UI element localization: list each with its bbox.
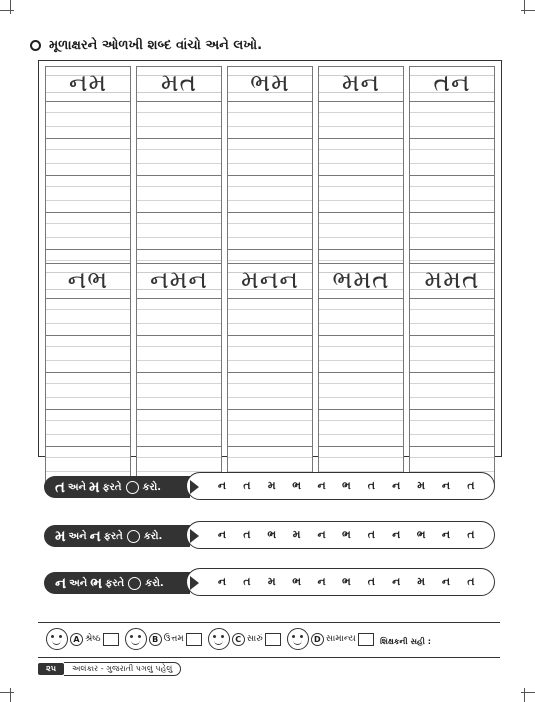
task-do: કરો.: [145, 577, 164, 589]
crop-mark: [521, 10, 535, 11]
word-text: ભમ: [250, 68, 290, 97]
writing-line[interactable]: [46, 139, 130, 176]
target-letter: ભ: [90, 574, 103, 592]
writing-line[interactable]: [410, 410, 494, 447]
writing-line[interactable]: [228, 139, 312, 176]
instruction: [30, 38, 262, 53]
grade-a: [46, 628, 119, 650]
target-letter: ન: [55, 574, 67, 592]
writing-line[interactable]: [137, 373, 221, 410]
letter[interactable]: ન: [317, 528, 326, 541]
word-text: તન: [433, 68, 471, 97]
letter-strip: [186, 472, 495, 500]
writing-line[interactable]: [137, 139, 221, 176]
letter[interactable]: ત: [243, 575, 251, 588]
letter[interactable]: ન: [392, 575, 401, 588]
letter[interactable]: ત: [367, 479, 375, 492]
letter[interactable]: ભ: [342, 528, 351, 541]
writing-line[interactable]: [137, 336, 221, 373]
writing-line[interactable]: [137, 213, 221, 250]
crop-mark: [0, 10, 14, 11]
letter[interactable]: ન: [441, 575, 451, 588]
writing-line[interactable]: [319, 336, 403, 373]
crop-mark: [524, 688, 525, 702]
writing-line[interactable]: [410, 102, 494, 139]
target-letter: મ: [55, 527, 66, 545]
letter[interactable]: મ: [417, 479, 426, 492]
letter[interactable]: ભ: [292, 479, 302, 492]
writing-line[interactable]: [228, 102, 312, 139]
target-letter: ન: [89, 527, 101, 545]
writing-line[interactable]: [46, 336, 130, 373]
writing-line[interactable]: [46, 410, 130, 447]
grade-c: [208, 628, 281, 650]
task-do: કરો.: [142, 481, 162, 493]
letter[interactable]: ત: [467, 479, 475, 492]
word-text: મમત: [424, 265, 480, 294]
writing-line[interactable]: [410, 336, 494, 373]
writing-line[interactable]: [410, 176, 494, 213]
writing-line[interactable]: [410, 299, 494, 336]
writing-line[interactable]: [319, 176, 403, 213]
grade-checkbox[interactable]: [186, 633, 202, 646]
writing-line[interactable]: [228, 373, 312, 410]
arrow-icon: [190, 529, 199, 543]
page-footer: [38, 662, 181, 676]
circle-icon: [127, 530, 140, 543]
grade-d: [287, 628, 374, 650]
target-letter: ત: [55, 478, 65, 496]
letter[interactable]: ત: [243, 479, 251, 492]
word-card: [136, 263, 222, 484]
letter[interactable]: ભ: [267, 528, 277, 541]
circle-task: [44, 568, 496, 598]
word-card: [45, 263, 131, 484]
grade-letter: B: [149, 633, 162, 646]
writing-line[interactable]: [46, 213, 130, 250]
letter[interactable]: મ: [292, 528, 301, 541]
letter[interactable]: ભ: [342, 575, 351, 588]
task-do: કરો.: [143, 530, 163, 542]
grade-label: સારું: [246, 634, 263, 644]
writing-line[interactable]: [319, 102, 403, 139]
letter[interactable]: ત: [367, 528, 375, 541]
word-text: નમ: [68, 68, 108, 97]
writing-line[interactable]: [46, 299, 130, 336]
letter-strip: [186, 521, 495, 549]
book-title: અલંકાર - ગુજરાતી પગલું પહેલું: [64, 662, 181, 676]
grade-b: [125, 628, 202, 650]
letter[interactable]: ન: [392, 528, 401, 541]
crop-mark: [521, 692, 535, 693]
letter[interactable]: ન: [441, 479, 451, 492]
writing-line[interactable]: [46, 176, 130, 213]
crop-mark: [10, 688, 11, 702]
grade-checkbox[interactable]: [265, 633, 281, 646]
word-text: મત: [160, 68, 198, 97]
writing-line[interactable]: [228, 213, 312, 250]
writing-line[interactable]: [319, 373, 403, 410]
crop-mark: [10, 0, 11, 14]
word-text: નભ: [67, 265, 109, 294]
teacher-signature-label: શિક્ષકની સહી :: [380, 637, 431, 646]
instruction-text: મૂળાક્ષરને ઓળખી શબ્દ વાંચો અને લખો.: [49, 38, 263, 53]
letter[interactable]: ન: [217, 575, 227, 588]
writing-line[interactable]: [319, 410, 403, 447]
letter[interactable]: ન: [441, 528, 451, 541]
word-card: [227, 66, 313, 287]
circle-icon: [126, 481, 139, 494]
letter[interactable]: ત: [467, 575, 475, 588]
word-card: [409, 263, 495, 484]
grade-scale: [46, 628, 374, 650]
smiley-icon: [287, 628, 309, 650]
word-text: નમન: [150, 265, 208, 294]
letter-strip: [186, 568, 495, 596]
word-card: [136, 66, 222, 287]
word-text: મનન: [241, 265, 299, 294]
crop-mark: [0, 692, 14, 693]
smiley-icon: [208, 628, 230, 650]
task-label: [44, 476, 190, 498]
grade-checkbox[interactable]: [103, 633, 119, 646]
writing-line[interactable]: [319, 139, 403, 176]
grade-label: ઉત્તમ: [163, 634, 184, 644]
smiley-icon: [46, 628, 68, 650]
letter[interactable]: ન: [392, 479, 401, 492]
task-and: અને: [67, 481, 86, 493]
letter[interactable]: ત: [243, 528, 251, 541]
letter[interactable]: મ: [267, 575, 276, 588]
letter[interactable]: ત: [467, 528, 475, 541]
letter[interactable]: ભ: [416, 528, 426, 541]
word-card: [45, 66, 131, 287]
letter[interactable]: મ: [417, 575, 426, 588]
letter[interactable]: ન: [317, 479, 326, 492]
grade-letter: C: [232, 633, 245, 646]
task-and: અને: [69, 577, 88, 589]
letter[interactable]: ભ: [292, 575, 302, 588]
word-card: [318, 66, 404, 287]
writing-line[interactable]: [46, 102, 130, 139]
smiley-icon: [125, 628, 147, 650]
target-letter: મ: [88, 478, 100, 496]
grade-label: શ્રેષ્ઠ: [85, 634, 101, 644]
word-card: [227, 263, 313, 484]
task-around: ફરતે: [102, 481, 122, 493]
letter[interactable]: ભ: [342, 479, 351, 492]
writing-line[interactable]: [319, 299, 403, 336]
letter[interactable]: મ: [267, 479, 276, 492]
task-label: [44, 572, 190, 594]
word-text: ભમત: [332, 265, 390, 294]
letter[interactable]: ત: [367, 575, 375, 588]
word-card: [409, 66, 495, 287]
letter[interactable]: ન: [217, 479, 227, 492]
crop-mark: [524, 0, 525, 14]
circle-icon: [128, 577, 141, 590]
writing-line[interactable]: [228, 336, 312, 373]
writing-line[interactable]: [228, 299, 312, 336]
task-label: [44, 525, 190, 547]
grade-letter: D: [311, 633, 324, 646]
writing-line[interactable]: [410, 373, 494, 410]
word-card: [318, 263, 404, 484]
writing-line[interactable]: [410, 139, 494, 176]
writing-line[interactable]: [137, 410, 221, 447]
writing-line[interactable]: [228, 176, 312, 213]
task-and: અને: [68, 530, 87, 542]
grade-letter: A: [70, 633, 83, 646]
task-around: ફરતે: [103, 530, 123, 542]
writing-line[interactable]: [137, 102, 221, 139]
grade-label: સામાન્ય: [325, 634, 356, 644]
letter[interactable]: ન: [217, 528, 227, 541]
task-around: ફરતે: [105, 577, 125, 589]
circle-task: [44, 472, 496, 502]
writing-line[interactable]: [137, 176, 221, 213]
bullet-icon: [30, 40, 41, 51]
arrow-icon: [190, 576, 199, 590]
writing-line[interactable]: [137, 299, 221, 336]
word-text: મન: [341, 68, 381, 97]
arrow-icon: [190, 480, 199, 494]
letter[interactable]: ન: [317, 575, 326, 588]
writing-line[interactable]: [410, 213, 494, 250]
writing-line[interactable]: [319, 213, 403, 250]
circle-task: [44, 521, 496, 551]
page-number: ૨૫: [38, 663, 64, 675]
writing-line[interactable]: [228, 410, 312, 447]
grade-checkbox[interactable]: [358, 633, 374, 646]
writing-line[interactable]: [46, 373, 130, 410]
